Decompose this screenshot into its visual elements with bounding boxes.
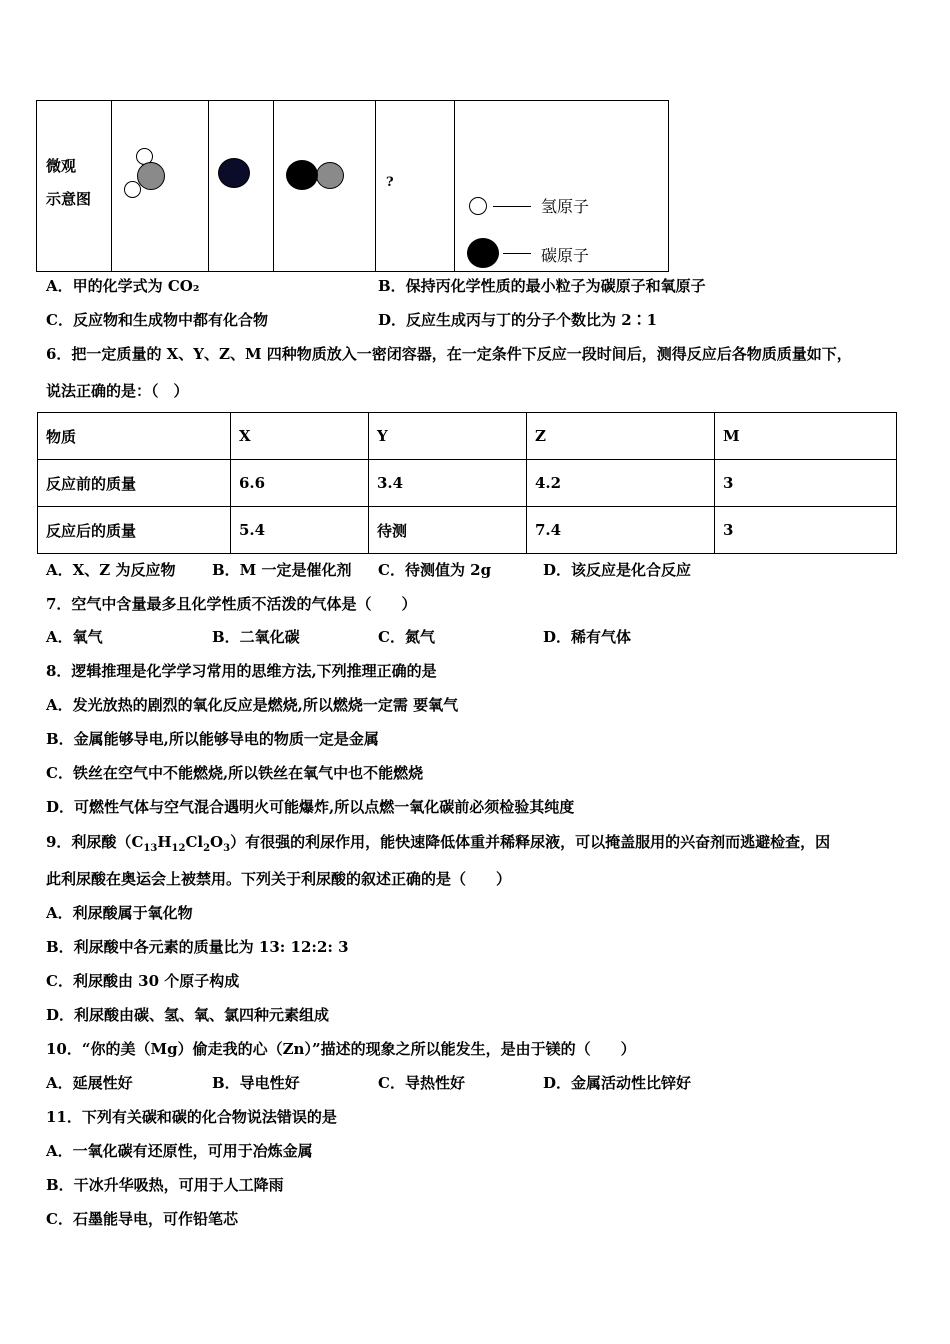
table-cell: 6.6 <box>231 460 369 507</box>
q8-option-a: A．发光放热的剧烈的氧化反应是燃烧,所以燃烧一定需 要氧气 <box>46 696 459 714</box>
carbon-legend-icon <box>467 238 499 268</box>
q7-option-d: D．稀有气体 <box>543 628 632 646</box>
q7-option-a: A．氧气 <box>46 628 103 646</box>
table-cell: 待测 <box>369 507 527 554</box>
micro-header-line1: 微观 <box>46 157 77 175</box>
table-row <box>38 413 897 460</box>
molecule-ding-cell <box>376 101 455 272</box>
table-cell: Z <box>527 413 715 460</box>
q9-option-b: B．利尿酸中各元素的质量比为 13: 12:2: 3 <box>46 938 349 956</box>
unknown-molecule-mark: ? <box>386 175 394 190</box>
table-cell: 5.4 <box>231 507 369 554</box>
oxygen-atom <box>137 162 165 190</box>
q10-option-b: B．导电性好 <box>212 1074 300 1092</box>
table-cell: X <box>231 413 369 460</box>
oxygen-atom <box>316 162 344 189</box>
q9-option-d: D．利尿酸由碳、氢、氧、氯四种元素组成 <box>46 1006 330 1024</box>
micro-diagram-table <box>36 100 669 272</box>
q6-stem-line2: 说法正确的是：（ ） <box>46 382 189 400</box>
legend-hydrogen-label: 氢原子 <box>541 197 590 216</box>
micro-header-cell <box>37 101 112 272</box>
q10-option-c: C．导热性好 <box>378 1074 465 1092</box>
table-cell: Y <box>369 413 527 460</box>
q6-option-b: B．M 一定是催化剂 <box>212 561 352 579</box>
table-cell: 物质 <box>38 413 231 460</box>
q11-stem: 11．下列有关碳和碳的化合物说法错误的是 <box>46 1108 337 1126</box>
carbon-atom <box>286 160 318 190</box>
q5-option-a: A．甲的化学式为 CO₂ <box>46 277 200 295</box>
table-cell: 反应前的质量 <box>38 460 231 507</box>
q6-option-d: D．该反应是化合反应 <box>543 561 692 579</box>
table-cell: 4.2 <box>527 460 715 507</box>
table-row <box>38 507 897 554</box>
legend-dash <box>503 253 531 254</box>
q6-option-a: A．X、Z 为反应物 <box>46 561 176 579</box>
q8-option-d: D．可燃性气体与空气混合遇明火可能爆炸,所以点燃一氧化碳前必须检验其纯度 <box>46 798 575 816</box>
q7-option-b: B．二氧化碳 <box>212 628 300 646</box>
formula: $C_{13}H_{12}Cl_2O_3$ <box>131 833 231 854</box>
table-cell: 3.4 <box>369 460 527 507</box>
hydrogen-legend-icon <box>469 197 487 215</box>
q9-stem-pre: 9．利尿酸（ <box>46 833 132 851</box>
q8-stem: 8．逻辑推理是化学学习常用的思维方法,下列推理正确的是 <box>46 662 437 680</box>
q11-option-c: C．石墨能导电，可作铅笔芯 <box>46 1210 238 1228</box>
table-cell: 3 <box>715 507 897 554</box>
q5-option-d: D．反应生成丙与丁的分子个数比为 2∶1 <box>378 311 658 329</box>
q8-option-b: B．金属能够导电,所以能够导电的物质一定是金属 <box>46 730 379 748</box>
q6-stem-line1: 6．把一定质量的 X、Y、Z、M 四种物质放入一密闭容器，在一定条件下反应一段时间后，测得反应后各物质质量如下， <box>46 345 852 363</box>
q10-option-d: D．金属活动性比锌好 <box>543 1074 692 1092</box>
molecule-jia-cell <box>112 101 209 272</box>
q9-stem-line1 <box>46 832 830 852</box>
table-cell: M <box>715 413 897 460</box>
table-cell: 3 <box>715 460 897 507</box>
legend-cell <box>455 101 669 272</box>
q5-option-c: C．反应物和生成物中都有化合物 <box>46 311 268 329</box>
q9-option-a: A．利尿酸属于氧化物 <box>46 904 193 922</box>
q9-option-c: C．利尿酸由 30 个原子构成 <box>46 972 240 990</box>
q9-stem-line2: 此利尿酸在奥运会上被禁用。下列关于利尿酸的叙述正确的是（ ） <box>46 870 512 888</box>
table-row <box>38 460 897 507</box>
q10-stem: 10．“你的美（Mg）偷走我的心（Zn）”描述的现象之所以能发生，是由于镁的（ ） <box>46 1040 636 1058</box>
q9-stem-post: ）有很强的利尿作用，能快速降低体重并稀释尿液，可以掩盖服用的兴奋剂而逃避检查，因 <box>230 833 831 851</box>
molecule-yi-cell <box>209 101 274 272</box>
q10-option-a: A．延展性好 <box>46 1074 133 1092</box>
molecule-bing-cell <box>274 101 376 272</box>
q11-option-b: B．干冰升华吸热，可用于人工降雨 <box>46 1176 284 1194</box>
q11-option-a: A．一氧化碳有还原性，可用于冶炼金属 <box>46 1142 313 1160</box>
q8-option-c: C．铁丝在空气中不能燃烧,所以铁丝在氧气中也不能燃烧 <box>46 764 424 782</box>
q6-option-c: C．待测值为 2g <box>378 561 492 579</box>
q7-option-c: C．氮气 <box>378 628 435 646</box>
legend-carbon-label: 碳原子 <box>541 246 590 265</box>
carbon-atom <box>218 158 250 188</box>
q7-stem: 7．空气中含量最多且化学性质不活泼的气体是（ ） <box>46 595 417 613</box>
micro-header-line2: 示意图 <box>46 190 92 208</box>
q5-option-b: B．保持丙化学性质的最小粒子为碳原子和氧原子 <box>378 277 706 295</box>
legend-dash <box>493 206 531 207</box>
table-cell: 反应后的质量 <box>38 507 231 554</box>
q6-mass-table <box>37 412 897 554</box>
table-cell: 7.4 <box>527 507 715 554</box>
